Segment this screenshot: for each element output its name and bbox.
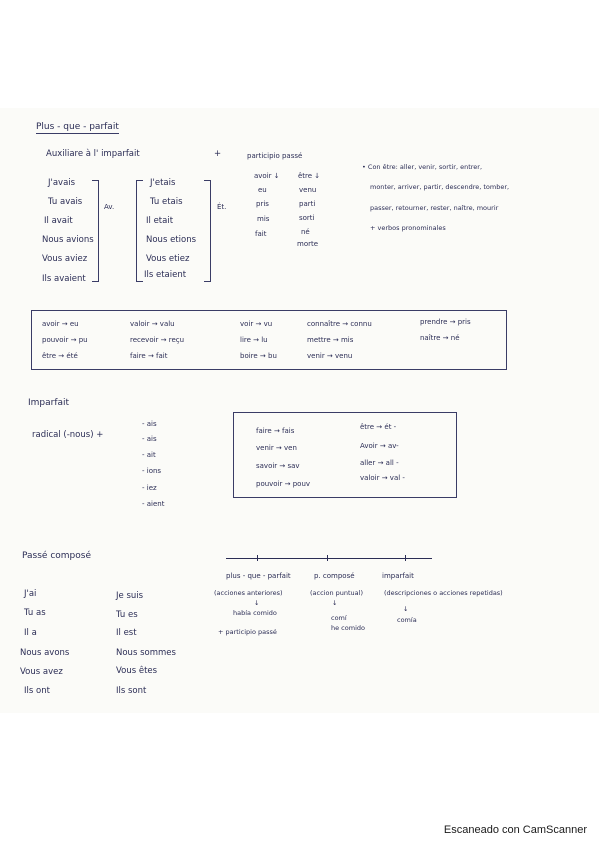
imparfait-irregular: savoir → sav [256,462,300,470]
pqp-plus: + [214,149,222,159]
imparfait-ending: - ions [142,467,162,475]
pqp-participle: né [301,228,310,236]
pc-etre-form: Ils sont [116,686,147,696]
timeline-description: (acciones anteriores) [214,589,283,597]
participle-entry: avoir → eu [42,320,79,328]
participle-entry: recevoir → reçu [130,336,185,344]
pqp-etre-form: Ils etaient [144,270,187,280]
pc-avoir-form: Il a [24,628,37,638]
timeline-label: p. composé [314,572,355,580]
pqp-participle: morte [297,240,319,248]
pqp-participle: parti [299,200,316,208]
pqp-participle: sorti [299,214,315,222]
pqp-avoir-form: Vous aviez [42,254,88,264]
timeline-example: comía [397,616,417,624]
pc-etre-form: Vous êtes [116,666,158,676]
pqp-note-line: + verbos pronominales [370,224,446,232]
imparfait-irregular: valoir → val - [360,474,405,482]
pqp-note-line: passer, retourner, rester, naître, mourir [370,204,499,212]
participle-entry: voir → vu [240,320,273,328]
participle-entry: connaître → connu [307,320,372,328]
timeline-label: plus - que - parfait [226,572,291,580]
pqp-participle: pris [256,200,269,208]
pqp-participle: venu [299,186,317,194]
timeline-tick [405,555,406,561]
timeline-note: + participio passé [218,628,277,636]
imparfait-irregular: être → ét - [360,423,397,431]
pqp-title: Plus - que - parfait [36,122,119,132]
pqp-note-line: monter, arriver, partir, descendre, tomber, [370,183,510,191]
imparfait-ending: - iez [142,484,157,492]
timeline-tick [257,555,258,561]
imparfait-irregular: venir → ven [256,444,297,452]
down-arrow-icon: ↓ [254,599,260,607]
pqp-auxiliary-label: Auxiliare à l' imparfait [46,149,140,159]
imparfait-ending: - ais [142,420,157,428]
participle-entry: naître → né [420,334,460,342]
pqp-etre-bracket-right [204,180,211,282]
pqp-participle: avoir ↓ [254,172,280,180]
participle-entry: venir → venu [307,352,353,360]
pc-etre-form: Il est [116,628,137,638]
participle-entry: être → été [42,352,78,360]
participle-entry: lire → lu [240,336,268,344]
imparfait-irregular: aller → all - [360,459,399,467]
scanner-watermark: Escaneado con CamScanner [443,824,587,836]
pqp-avoir-form: Il avait [44,216,73,226]
pqp-etre-form: J'etais [150,178,176,188]
participle-entry: prendre → pris [420,318,471,326]
timeline-example: comí [331,614,347,622]
pqp-avoir-bracket [92,180,99,282]
pqp-etre-bracket-left [136,180,143,282]
imparfait-radical: radical (-nous) + [32,430,104,440]
notebook-page [0,108,599,713]
imparfait-irregular: Avoir → av- [360,442,399,450]
pc-avoir-form: Tu as [24,608,46,618]
timeline-example: he comido [331,624,365,632]
timeline-tick [327,555,328,561]
pqp-avoir-form: Tu avais [48,197,83,207]
participle-entry: pouvoir → pu [42,336,88,344]
imparfait-title: Imparfait [28,398,70,408]
imparfait-ending: - ais [142,435,157,443]
pc-avoir-form: Nous avons [20,648,70,658]
pqp-etre-form: Tu etais [150,197,183,207]
timeline-label: imparfait [382,572,414,580]
pc-avoir-form: Ils ont [24,686,50,696]
pqp-avoir-tag: Av. [104,203,115,211]
pqp-participle: être ↓ [298,172,321,180]
pc-title: Passé composé [22,551,91,561]
pqp-etre-form: Il etait [146,216,174,226]
pqp-participle: fait [255,230,267,238]
imparfait-irregular: pouvoir → pouv [256,480,311,488]
pqp-avoir-form: Nous avions [42,235,94,245]
down-arrow-icon: ↓ [332,599,338,607]
participle-entry: boire → bu [240,352,277,360]
participle-entry: valoir → valu [130,320,175,328]
imparfait-ending: - ait [142,451,156,459]
pqp-participle: eu [258,186,267,194]
timeline-description: (accion puntual) [310,589,363,597]
imparfait-ending: - aient [142,500,165,508]
pc-etre-form: Nous sommes [116,648,176,658]
down-arrow-icon: ↓ [403,605,409,613]
pqp-avoir-form: Ils avaient [42,274,86,284]
participle-entry: mettre → mis [307,336,354,344]
pqp-etre-form: Vous etiez [146,254,190,264]
pqp-participle: mis [257,215,270,223]
pc-avoir-form: Vous avez [20,667,63,677]
participle-entry: faire → fait [130,352,168,360]
pqp-etre-tag: Ét. [217,203,227,211]
imparfait-irregular: faire → fais [256,427,295,435]
pc-avoir-form: J'ai [24,589,37,599]
pc-etre-form: Tu es [116,610,138,620]
pqp-avoir-form: J'avais [48,178,76,188]
pqp-participle-label: participio passé [247,152,303,160]
pqp-note-line: • Con être: aller, venir, sortir, entrer, [362,163,483,171]
pc-etre-form: Je suis [116,591,144,601]
timeline-description: (descripciones o acciones repetidas) [384,589,503,597]
timeline-example: había comido [233,609,277,617]
pqp-etre-form: Nous etions [146,235,197,245]
